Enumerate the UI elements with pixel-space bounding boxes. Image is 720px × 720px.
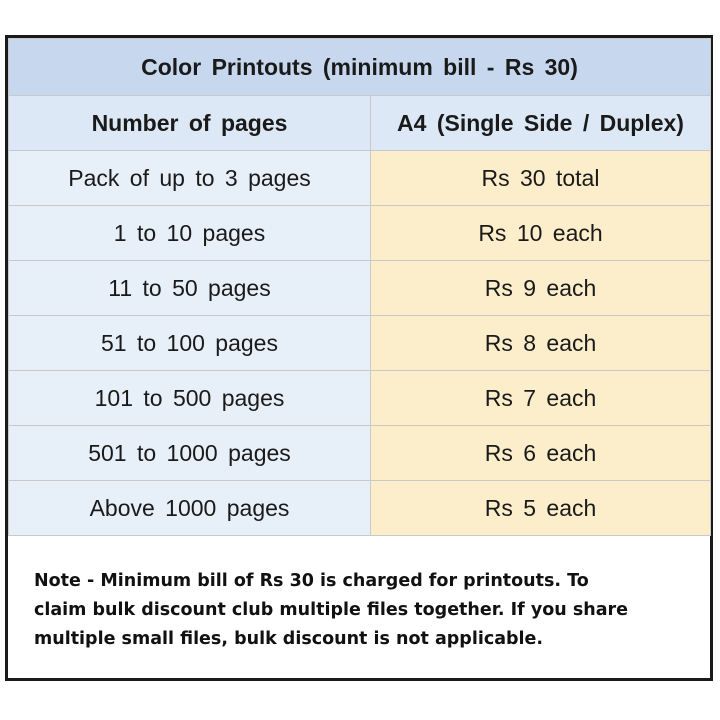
page-range-cell: 11 to 50 pages <box>9 261 371 316</box>
table-title: Color Printouts (minimum bill - Rs 30) <box>9 39 711 96</box>
price-cell: Rs 7 each <box>371 371 711 426</box>
table-title-row <box>9 39 711 96</box>
page-range-cell: 101 to 500 pages <box>9 371 371 426</box>
bulk-discount-note <box>34 567 710 654</box>
page-range-cell: Above 1000 pages <box>9 481 371 536</box>
page-range-cell: 51 to 100 pages <box>9 316 371 371</box>
column-header-pages: Number of pages <box>9 96 371 151</box>
price-cell: Rs 30 total <box>371 151 711 206</box>
table-row <box>9 151 711 206</box>
column-header-a4: A4 (Single Side / Duplex) <box>371 96 711 151</box>
price-cell: Rs 8 each <box>371 316 711 371</box>
table-row <box>9 426 711 481</box>
price-cell: Rs 10 each <box>371 206 711 261</box>
page-range-cell: 501 to 1000 pages <box>9 426 371 481</box>
price-cell: Rs 9 each <box>371 261 711 316</box>
price-cell: Rs 5 each <box>371 481 711 536</box>
page-range-cell: Pack of up to 3 pages <box>9 151 371 206</box>
pricing-table <box>8 38 711 536</box>
page-range-cell: 1 to 10 pages <box>9 206 371 261</box>
table-row <box>9 371 711 426</box>
note-line: Note - Minimum bill of Rs 30 is charged for printouts. To <box>34 571 589 591</box>
pricing-card <box>5 35 713 681</box>
table-row <box>9 481 711 536</box>
note-line: multiple small files, bulk discount is not applicable. <box>34 629 544 649</box>
table-row <box>9 206 711 261</box>
note-line: claim bulk discount club multiple files together. If you share <box>34 600 629 620</box>
table-row <box>9 261 711 316</box>
table-header-row <box>9 96 711 151</box>
price-cell: Rs 6 each <box>371 426 711 481</box>
table-row <box>9 316 711 371</box>
